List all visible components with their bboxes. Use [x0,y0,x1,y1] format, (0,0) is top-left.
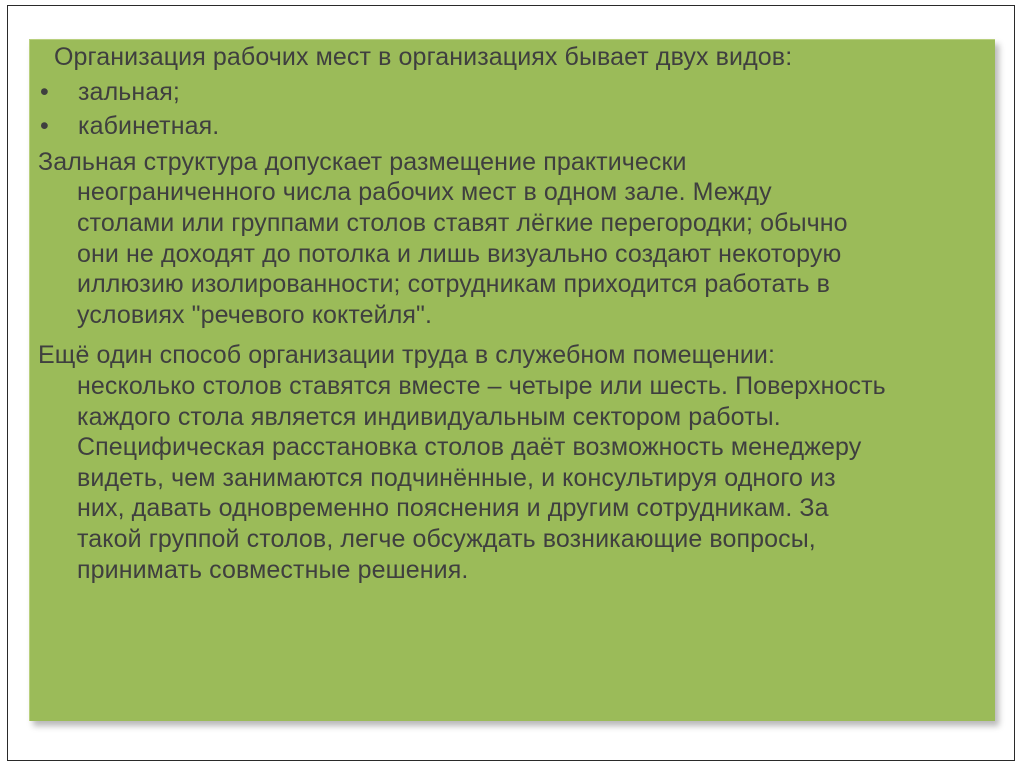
bullet-text: кабинетная. [78,112,220,141]
paragraph-line: они не доходят до потолка и лишь визуально создают некоторую [77,239,842,268]
paragraph-group-desks [38,340,978,585]
paragraph-line: такой группой столов, легче обсуждать возникающие вопросы, [77,524,816,553]
paragraph-line: Ещё один способ организации труда в служебном помещении: [38,341,776,370]
paragraph-line: неограниченного числа рабочих мест в одном зале. Между [77,178,772,207]
paragraph-line: каждого стола является индивидуальным сектором работы. [77,402,781,431]
intro-line: Организация рабочих мест в организациях бывает двух видов: [54,43,793,71]
paragraph-line: столами или группами столов ставят лёгкие перегородки; обычно [77,208,848,237]
paragraph-line: них, давать одновременно пояснения и другим сотрудникам. За [77,494,829,523]
bullet-item [38,77,978,108]
bullet-item [38,111,978,142]
paragraph-line: несколько столов ставятся вместе – четыре или шесть. Поверхность [77,371,886,400]
paragraph-line: Специфическая расстановка столов даёт возможность менеджеру [77,433,862,462]
paragraph-line: условиях "речевого коктейля". [77,300,433,329]
paragraph-line: Зальная структура допускает размещение практически [38,147,687,176]
bullet-text: зальная; [78,77,180,106]
bullet-icon: • [40,77,49,106]
paragraph-line: принимать совместные решения. [77,555,469,584]
slide-text [38,42,978,585]
paragraph-line: видеть, чем занимаются подчинённые, и консультируя одного из [77,463,836,492]
bullet-icon: • [40,112,49,141]
paragraph-hall-structure [38,147,978,331]
paragraph-line: иллюзию изолированности; сотрудникам приходится работать в [77,270,831,299]
